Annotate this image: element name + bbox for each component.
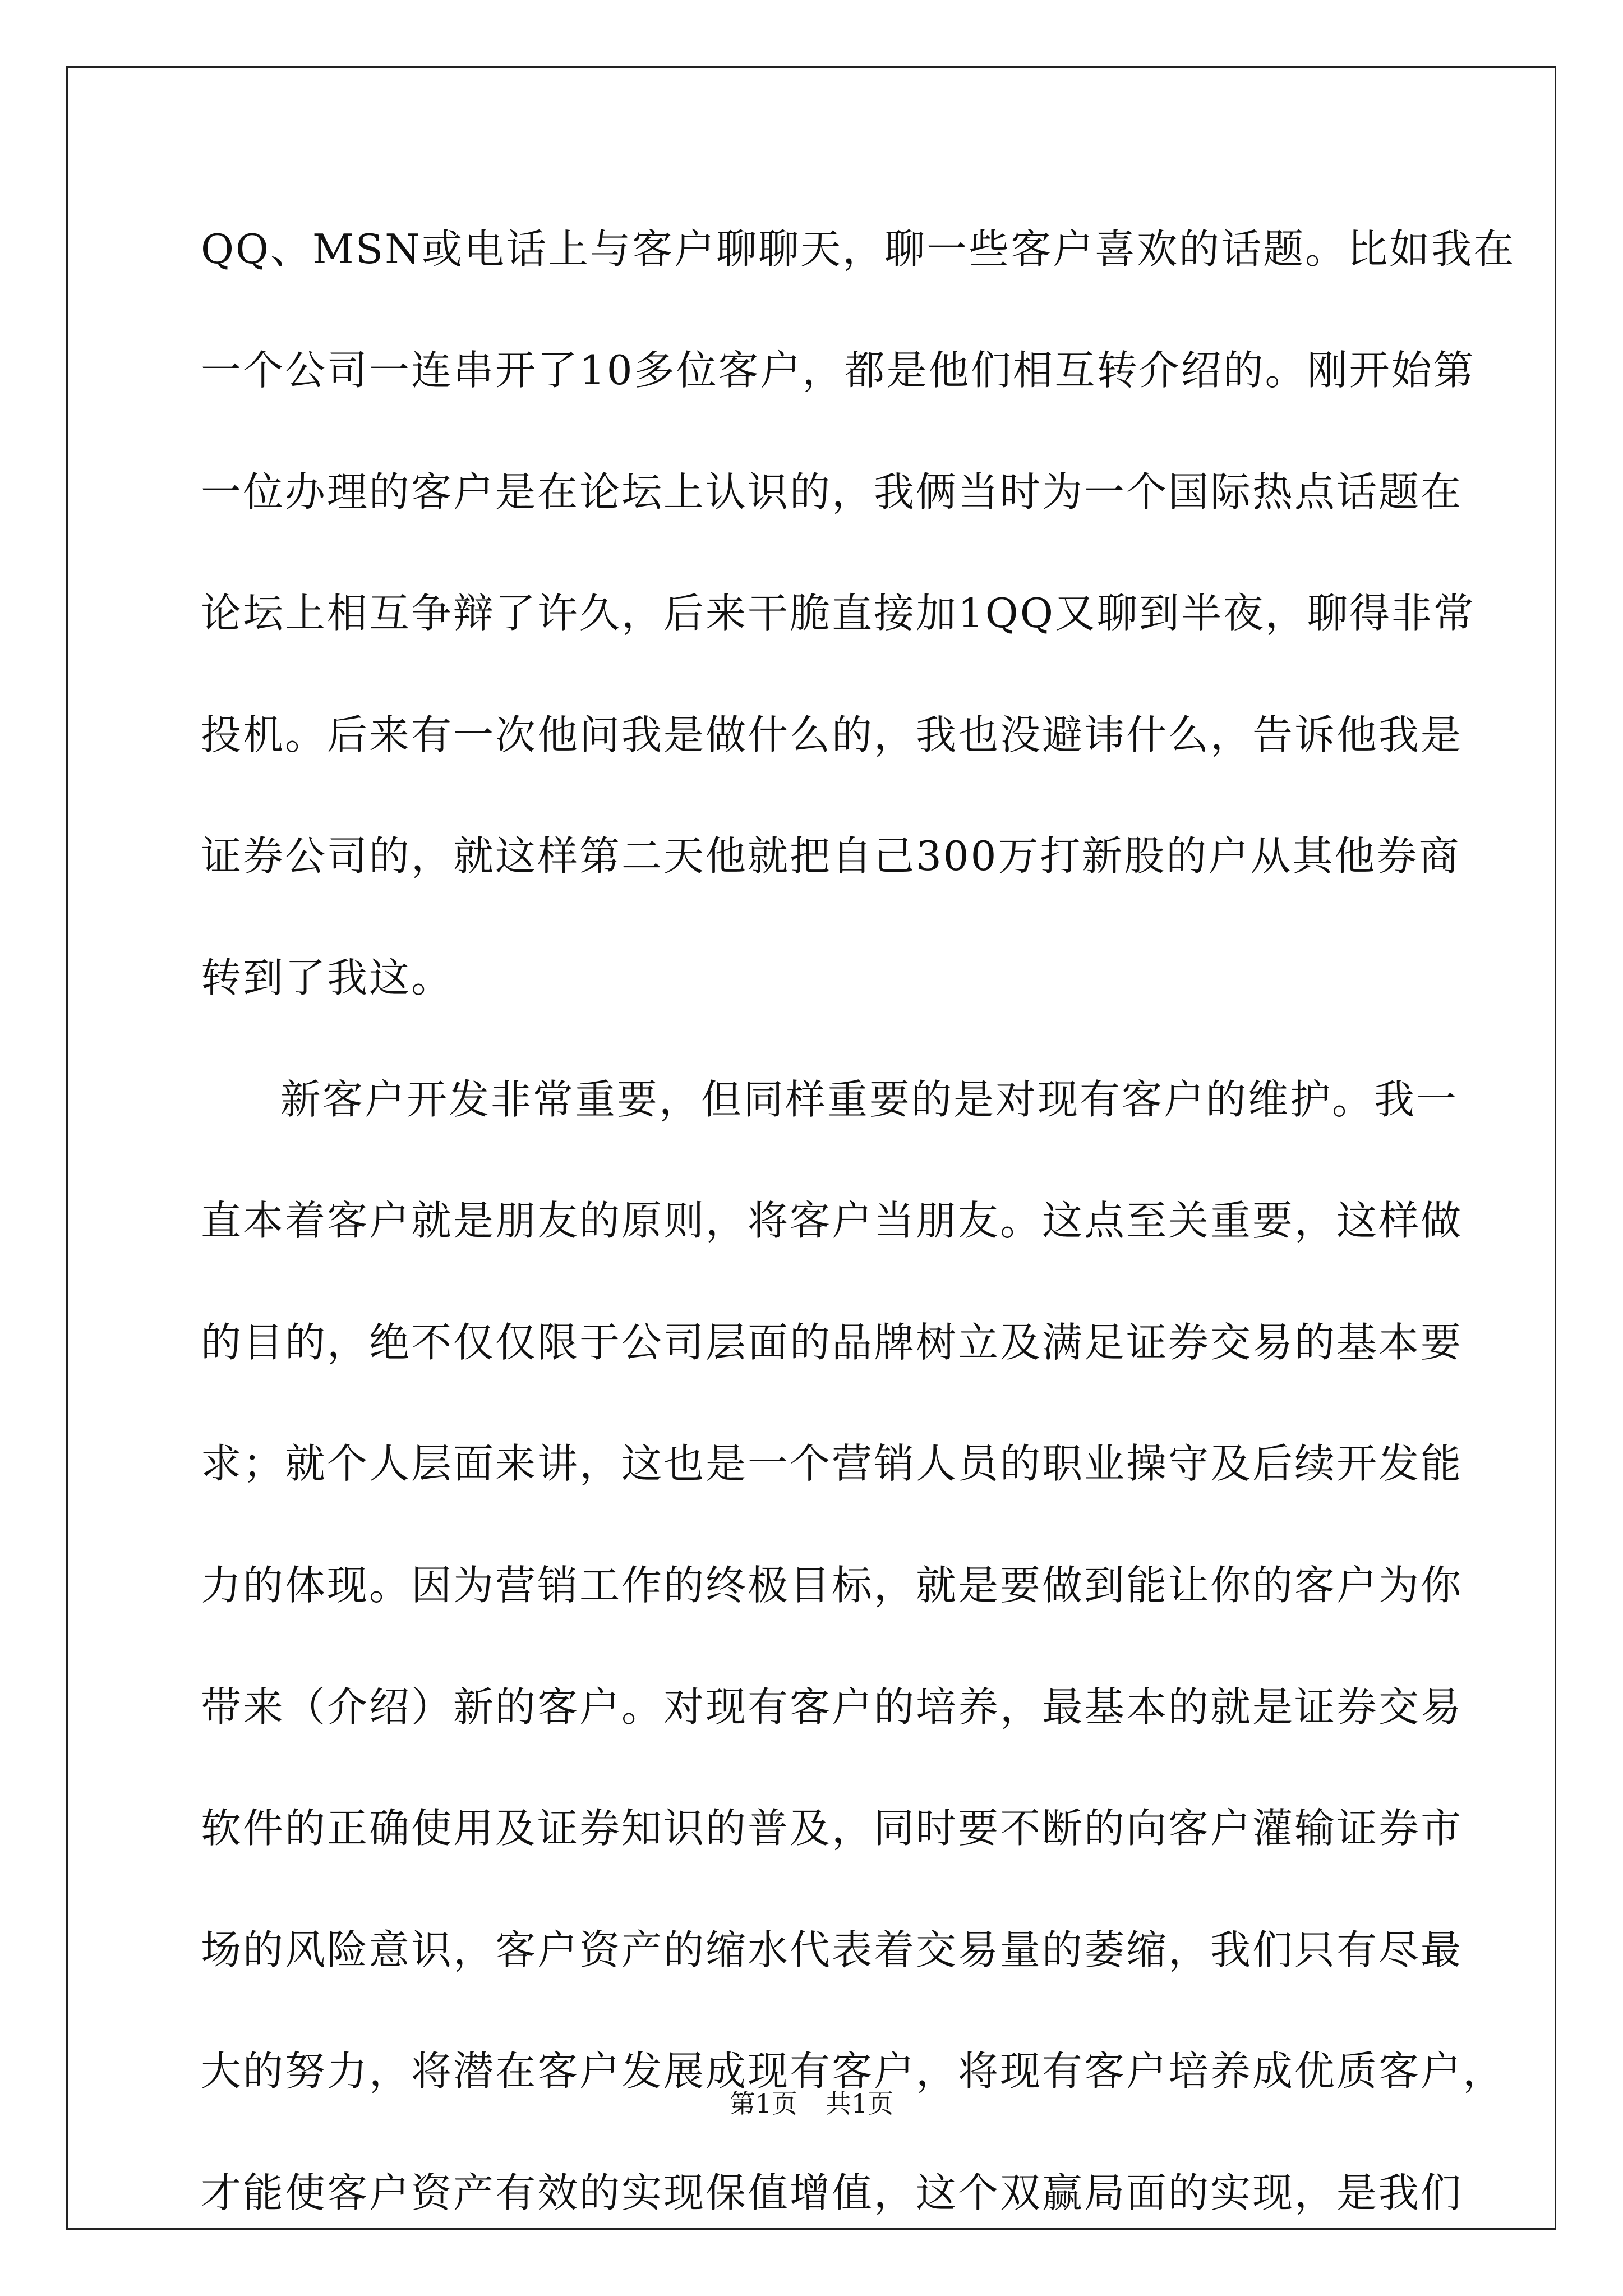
page-footer	[0, 2087, 1623, 2120]
paragraph-first-line: 新客户开发非常重要，但同样重要的是对现有客户的维护。我一	[280, 1076, 1459, 1123]
text-line: QQ、MSN或电话上与客户聊聊天，聊一些客户喜欢的话题。比如我在	[201, 226, 1516, 273]
text-line: 投机。后来有一次他问我是做什么的，我也没避讳什么，告诉他我是	[201, 711, 1463, 758]
text-line: 证券公司的，就这样第二天他就把自己300万打新股的户从其他券商	[201, 832, 1461, 880]
text-line: 一个公司一连串开了10多位客户，都是他们相互转介绍的。刚开始第	[201, 347, 1476, 394]
text-line: 一位办理的客户是在论坛上认识的，我俩当时为一个国际热点话题在	[201, 468, 1463, 516]
text-line: 带来（介绍）新的客户。对现有客户的培养，最基本的就是证券交易	[201, 1683, 1463, 1731]
page-total: 共1页	[826, 2088, 894, 2119]
text-line: 大的努力，将潜在客户发展成现有客户，将现有客户培养成优质客户，	[201, 2047, 1505, 2095]
text-line: 论坛上相互争辩了许久，后来干脆直接加1QQ又聊到半夜，聊得非常	[201, 590, 1476, 637]
text-line: 力的体现。因为营销工作的终极目标，就是要做到能让你的客户为你	[201, 1562, 1463, 1609]
text-line: 场的风险意识，客户资产的缩水代表着交易量的萎缩，我们只有尽最	[201, 1926, 1463, 1973]
text-line: 的目的，绝不仅仅限于公司层面的品牌树立及满足证券交易的基本要	[201, 1319, 1463, 1366]
page-number: 第1页	[729, 2088, 797, 2119]
text-line: 软件的正确使用及证券知识的普及，同时要不断的向客户灌输证券市	[201, 1805, 1463, 1852]
text-line: 求；就个人层面来讲，这也是一个营销人员的职业操守及后续开发能	[201, 1440, 1463, 1487]
text-line: 才能使客户资产有效的实现保值增值，这个双赢局面的实现，是我们	[201, 2169, 1463, 2216]
text-line: 直本着客户就是朋友的原则，将客户当朋友。这点至关重要，这样做	[201, 1197, 1463, 1244]
text-line: 转到了我这。	[201, 954, 454, 1001]
